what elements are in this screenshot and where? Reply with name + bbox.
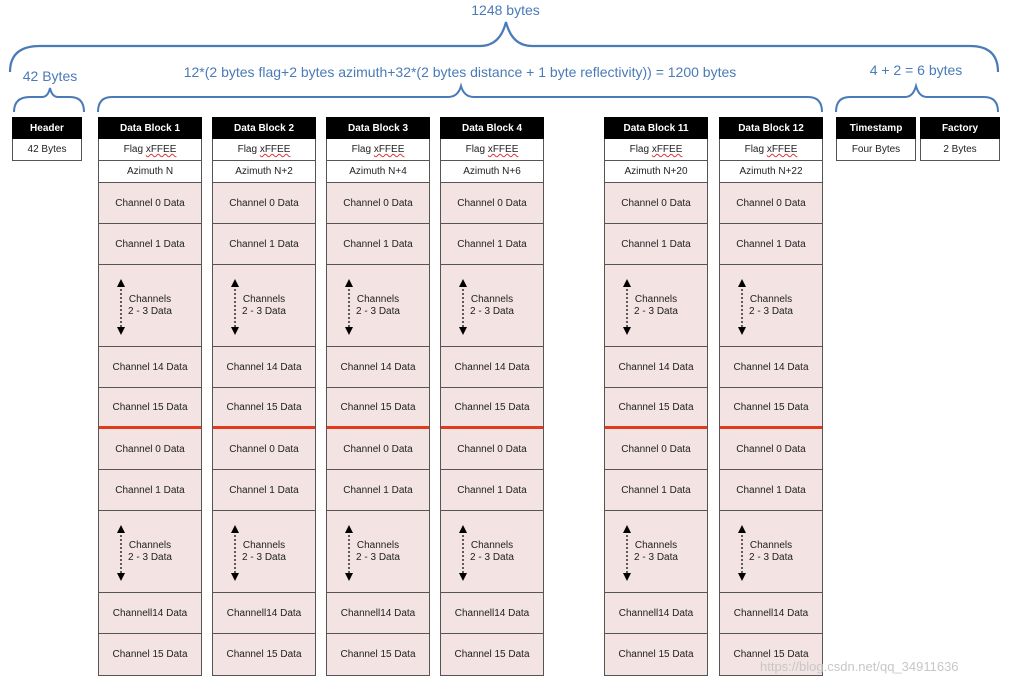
double-arrow-icon xyxy=(344,525,354,581)
header-box xyxy=(12,117,82,161)
channel-label: Channels 2 - 3 Data xyxy=(749,539,793,563)
channel-cell xyxy=(720,593,822,634)
channel-label: Channell14 Data xyxy=(340,607,416,619)
data-block xyxy=(98,117,202,676)
channel-stack xyxy=(604,183,708,676)
flag-value: xFFEE xyxy=(766,144,798,155)
channel-cell xyxy=(99,183,201,224)
flag-prefix: Flag xyxy=(465,144,488,155)
channel-cell xyxy=(213,388,315,429)
data-block-title: Data Block 3 xyxy=(326,117,430,139)
flag-cell xyxy=(212,139,316,161)
channel-label: Channels 2 - 3 Data xyxy=(749,293,793,317)
flag-prefix: Flag xyxy=(351,144,374,155)
channel-cell xyxy=(213,224,315,265)
channel-label: Channel 1 Data xyxy=(115,238,185,250)
flag-cell xyxy=(604,139,708,161)
header-box-value: 42 Bytes xyxy=(12,139,82,161)
channel-cell xyxy=(99,470,201,511)
channel-stack xyxy=(326,183,430,676)
channel-range-cell xyxy=(99,511,201,593)
channel-label: Channel 0 Data xyxy=(736,197,806,209)
channel-label: Channel 15 Data xyxy=(454,401,530,413)
channel-cell xyxy=(213,593,315,634)
flag-cell xyxy=(440,139,544,161)
channel-label: Channel 1 Data xyxy=(736,484,806,496)
channel-cell xyxy=(441,183,543,224)
channel-label: Channel 0 Data xyxy=(229,197,299,209)
channel-cell xyxy=(605,183,707,224)
channel-stack xyxy=(212,183,316,676)
channel-label: Channel 14 Data xyxy=(733,361,809,373)
timestamp-box-title: Timestamp xyxy=(836,117,916,139)
channel-cell xyxy=(441,224,543,265)
data-block-title: Data Block 12 xyxy=(719,117,823,139)
channel-cell xyxy=(720,388,822,429)
channel-label: Channel 1 Data xyxy=(229,484,299,496)
azimuth-cell: Azimuth N+4 xyxy=(326,161,430,183)
channel-cell xyxy=(720,470,822,511)
channel-cell xyxy=(605,593,707,634)
flag-value: xFFEE xyxy=(145,144,177,155)
channel-range-cell xyxy=(441,511,543,593)
double-arrow-icon xyxy=(116,525,126,581)
channel-cell xyxy=(441,388,543,429)
channel-cell xyxy=(99,388,201,429)
channel-label: Channell14 Data xyxy=(112,607,188,619)
channel-range-cell xyxy=(720,265,822,347)
double-arrow-icon xyxy=(230,279,240,335)
channel-label: Channell14 Data xyxy=(454,607,530,619)
total-bytes-label: 1248 bytes xyxy=(471,2,540,18)
channel-label: Channels 2 - 3 Data xyxy=(242,293,286,317)
channel-label: Channel 0 Data xyxy=(621,197,691,209)
watermark: https://blog.csdn.net/qq_34911636 xyxy=(760,659,959,674)
channel-label: Channel 1 Data xyxy=(736,238,806,250)
channel-label: Channel 1 Data xyxy=(343,484,413,496)
channel-cell xyxy=(605,429,707,470)
channel-label: Channel 1 Data xyxy=(457,238,527,250)
channel-label: Channels 2 - 3 Data xyxy=(128,293,172,317)
brace-lines xyxy=(0,0,1011,120)
channel-cell xyxy=(213,429,315,470)
channel-label: Channel 0 Data xyxy=(457,443,527,455)
flag-cell xyxy=(719,139,823,161)
channel-label: Channels 2 - 3 Data xyxy=(242,539,286,563)
data-block xyxy=(719,117,823,676)
data-block xyxy=(212,117,316,676)
channel-label: Channel 15 Data xyxy=(618,401,694,413)
factory-box xyxy=(920,117,1000,161)
flag-value: xFFEE xyxy=(487,144,519,155)
data-block xyxy=(326,117,430,676)
channel-label: Channel 0 Data xyxy=(115,443,185,455)
channel-cell xyxy=(720,224,822,265)
channel-cell xyxy=(441,429,543,470)
double-arrow-icon xyxy=(622,279,632,335)
channel-cell xyxy=(441,634,543,675)
channel-label: Channell14 Data xyxy=(226,607,302,619)
channel-range-cell xyxy=(441,265,543,347)
channel-label: Channels 2 - 3 Data xyxy=(128,539,172,563)
flag-value: xFFEE xyxy=(259,144,291,155)
channel-cell xyxy=(99,347,201,388)
channel-label: Channel 15 Data xyxy=(618,649,694,660)
channel-stack xyxy=(440,183,544,676)
double-arrow-icon xyxy=(230,525,240,581)
channel-cell xyxy=(605,388,707,429)
data-bytes-label: 12*(2 bytes flag+2 bytes azimuth+32*(2 bytes distance + 1 byte reflectivity)) = 1200 bytes xyxy=(183,64,737,80)
channel-label: Channel 15 Data xyxy=(340,401,416,413)
data-block-title: Data Block 11 xyxy=(604,117,708,139)
channel-label: Channel 15 Data xyxy=(340,649,416,660)
double-arrow-icon xyxy=(737,279,747,335)
channel-label: Channell14 Data xyxy=(733,607,809,619)
channel-stack xyxy=(98,183,202,676)
timestamp-box-value: Four Bytes xyxy=(836,139,916,161)
channel-cell xyxy=(327,634,429,675)
flag-prefix: Flag xyxy=(744,144,767,155)
channel-label: Channel 15 Data xyxy=(454,649,530,660)
channel-label: Channel 14 Data xyxy=(454,361,530,373)
channel-cell xyxy=(605,470,707,511)
channel-cell xyxy=(327,388,429,429)
channel-label: Channel 1 Data xyxy=(343,238,413,250)
double-arrow-icon xyxy=(622,525,632,581)
channel-cell xyxy=(327,429,429,470)
channel-cell xyxy=(99,429,201,470)
flag-value: xFFEE xyxy=(373,144,405,155)
channel-label: Channel 1 Data xyxy=(621,484,691,496)
azimuth-cell: Azimuth N+22 xyxy=(719,161,823,183)
channel-label: Channel 0 Data xyxy=(115,197,185,209)
channel-cell xyxy=(720,183,822,224)
channel-range-cell xyxy=(720,511,822,593)
channel-label: Channels 2 - 3 Data xyxy=(634,293,678,317)
data-block-title: Data Block 2 xyxy=(212,117,316,139)
channel-label: Channel 15 Data xyxy=(733,401,809,413)
timestamp-box xyxy=(836,117,916,161)
double-arrow-icon xyxy=(458,279,468,335)
channel-cell xyxy=(327,224,429,265)
channel-label: Channel 1 Data xyxy=(621,238,691,250)
channel-cell xyxy=(327,470,429,511)
channel-label: Channel 0 Data xyxy=(343,443,413,455)
channel-label: Channel 15 Data xyxy=(112,649,188,660)
channel-cell xyxy=(441,347,543,388)
channel-range-cell xyxy=(213,511,315,593)
channel-cell xyxy=(441,470,543,511)
azimuth-cell: Azimuth N+20 xyxy=(604,161,708,183)
flag-cell xyxy=(326,139,430,161)
channel-cell xyxy=(720,429,822,470)
channel-label: Channel 0 Data xyxy=(621,443,691,455)
channel-label: Channel 0 Data xyxy=(736,443,806,455)
double-arrow-icon xyxy=(116,279,126,335)
channel-cell xyxy=(605,347,707,388)
factory-box-title: Factory xyxy=(920,117,1000,139)
channel-cell xyxy=(213,634,315,675)
data-block-title: Data Block 1 xyxy=(98,117,202,139)
channel-cell xyxy=(99,634,201,675)
channel-range-cell xyxy=(327,511,429,593)
channel-label: Channels 2 - 3 Data xyxy=(470,539,514,563)
channel-range-cell xyxy=(213,265,315,347)
channel-label: Channel 1 Data xyxy=(115,484,185,496)
channel-label: Channel 0 Data xyxy=(229,443,299,455)
channel-range-cell xyxy=(327,265,429,347)
channel-label: Channel 14 Data xyxy=(618,361,694,373)
channel-cell xyxy=(99,224,201,265)
channel-range-cell xyxy=(99,265,201,347)
channel-label: Channel 1 Data xyxy=(229,238,299,250)
header-box-title: Header xyxy=(12,117,82,139)
factory-box-value: 2 Bytes xyxy=(920,139,1000,161)
channel-cell xyxy=(327,347,429,388)
channel-label: Channel 14 Data xyxy=(340,361,416,373)
channel-cell xyxy=(327,593,429,634)
channel-range-cell xyxy=(605,265,707,347)
channel-cell xyxy=(441,593,543,634)
channel-range-cell xyxy=(605,511,707,593)
data-block xyxy=(440,117,544,676)
channel-label: Channel 0 Data xyxy=(343,197,413,209)
channel-label: Channel 1 Data xyxy=(457,484,527,496)
double-arrow-icon xyxy=(344,279,354,335)
channel-label: Channels 2 - 3 Data xyxy=(470,293,514,317)
flag-value: xFFEE xyxy=(651,144,683,155)
channel-label: Channel 0 Data xyxy=(457,197,527,209)
channel-label: Channels 2 - 3 Data xyxy=(356,293,400,317)
channel-label: Channel 15 Data xyxy=(226,649,302,660)
channel-cell xyxy=(213,470,315,511)
data-block-title: Data Block 4 xyxy=(440,117,544,139)
flag-cell xyxy=(98,139,202,161)
channel-stack xyxy=(719,183,823,676)
channel-label: Channell14 Data xyxy=(618,607,694,619)
channel-cell xyxy=(213,347,315,388)
header-bytes-label: 42 Bytes xyxy=(22,68,78,84)
double-arrow-icon xyxy=(458,525,468,581)
channel-label: Channel 14 Data xyxy=(226,361,302,373)
channel-cell xyxy=(605,634,707,675)
azimuth-cell: Azimuth N+6 xyxy=(440,161,544,183)
channel-label: Channel 15 Data xyxy=(112,401,188,413)
azimuth-cell: Azimuth N+2 xyxy=(212,161,316,183)
data-block xyxy=(604,117,708,676)
channel-label: Channels 2 - 3 Data xyxy=(634,539,678,563)
tail-bytes-label: 4 + 2 = 6 bytes xyxy=(869,62,963,78)
flag-prefix: Flag xyxy=(237,144,260,155)
channel-label: Channels 2 - 3 Data xyxy=(356,539,400,563)
channel-label: Channel 15 Data xyxy=(733,649,809,660)
double-arrow-icon xyxy=(737,525,747,581)
channel-cell xyxy=(327,183,429,224)
channel-label: Channel 14 Data xyxy=(112,361,188,373)
azimuth-cell: Azimuth N xyxy=(98,161,202,183)
flag-prefix: Flag xyxy=(629,144,652,155)
flag-prefix: Flag xyxy=(123,144,146,155)
channel-cell xyxy=(720,347,822,388)
channel-cell xyxy=(213,183,315,224)
channel-cell xyxy=(99,593,201,634)
channel-cell xyxy=(605,224,707,265)
channel-label: Channel 15 Data xyxy=(226,401,302,413)
